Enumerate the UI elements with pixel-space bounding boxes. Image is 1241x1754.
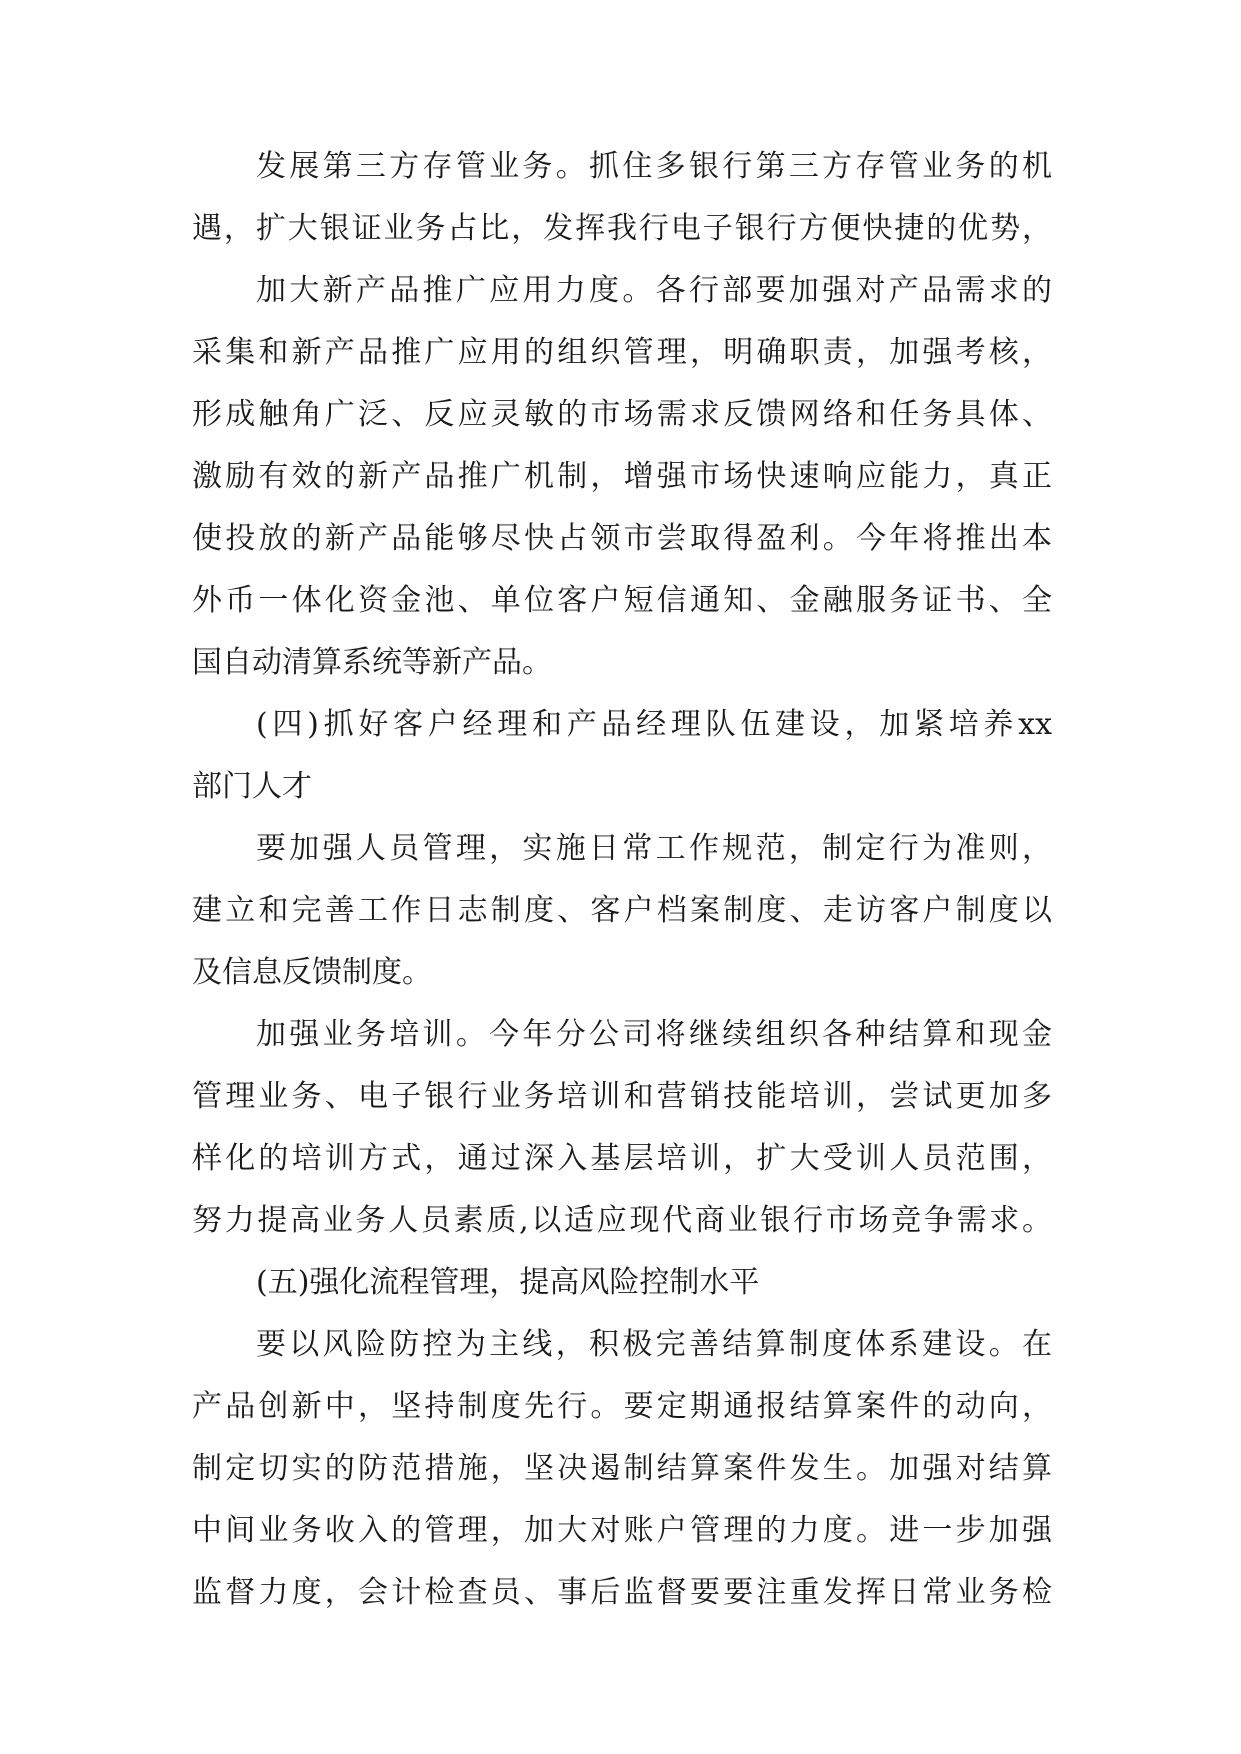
text-line: 制定切实的防范措施，坚决遏制结算案件发生。加强对结算: [192, 1451, 1052, 1486]
section-heading: (五)强化流程管理，提高风险控制水平: [256, 1265, 760, 1300]
text-line: 努力提高业务人员素质,以适应现代商业银行市场竞争需求。: [192, 1203, 1052, 1238]
text-line: 建立和完善工作日志制度、客户档案制度、走访客户制度以: [192, 893, 1052, 928]
text-line: 形成触角广泛、反应灵敏的市场需求反馈网络和任务具体、: [192, 397, 1052, 432]
text-line: 外币一体化资金池、单位客户短信通知、金融服务证书、全: [192, 583, 1052, 618]
text-line: 使投放的新产品能够尽快占领市尝取得盈利。今年将推出本: [192, 521, 1052, 556]
text-line: 加大新产品推广应用力度。各行部要加强对产品需求的: [256, 273, 1052, 308]
text-line: 采集和新产品推广应用的组织管理，明确职责，加强考核，: [192, 335, 1052, 370]
text-line: 样化的培训方式，通过深入基层培训，扩大受训人员范围，: [192, 1141, 1052, 1176]
section-heading-continued: 部门人才: [192, 769, 312, 804]
text-line: 加强业务培训。今年分公司将继续组织各种结算和现金: [256, 1017, 1052, 1052]
text-line: 发展第三方存管业务。抓住多银行第三方存管业务的机: [256, 149, 1052, 184]
section-heading: (四)抓好客户经理和产品经理队伍建设，加紧培养xx: [256, 707, 1052, 742]
text-line: 中间业务收入的管理，加大对账户管理的力度。进一步加强: [192, 1513, 1052, 1548]
text-line: 遇，扩大银证业务占比，发挥我行电子银行方便快捷的优势，: [192, 211, 1052, 246]
text-line: 要以风险防控为主线，积极完善结算制度体系建设。在: [256, 1327, 1052, 1362]
text-line: 及信息反馈制度。: [192, 955, 432, 990]
text-line: 国自动清算系统等新产品。: [192, 645, 552, 680]
text-line: 激励有效的新产品推广机制，增强市场快速响应能力，真正: [192, 459, 1052, 494]
text-line: 管理业务、电子银行业务培训和营销技能培训，尝试更加多: [192, 1079, 1052, 1114]
text-line: 要加强人员管理，实施日常工作规范，制定行为准则，: [256, 831, 1052, 866]
text-line: 监督力度，会计检查员、事后监督要要注重发挥日常业务检: [192, 1575, 1052, 1610]
text-line: 产品创新中，坚持制度先行。要定期通报结算案件的动向，: [192, 1389, 1052, 1424]
